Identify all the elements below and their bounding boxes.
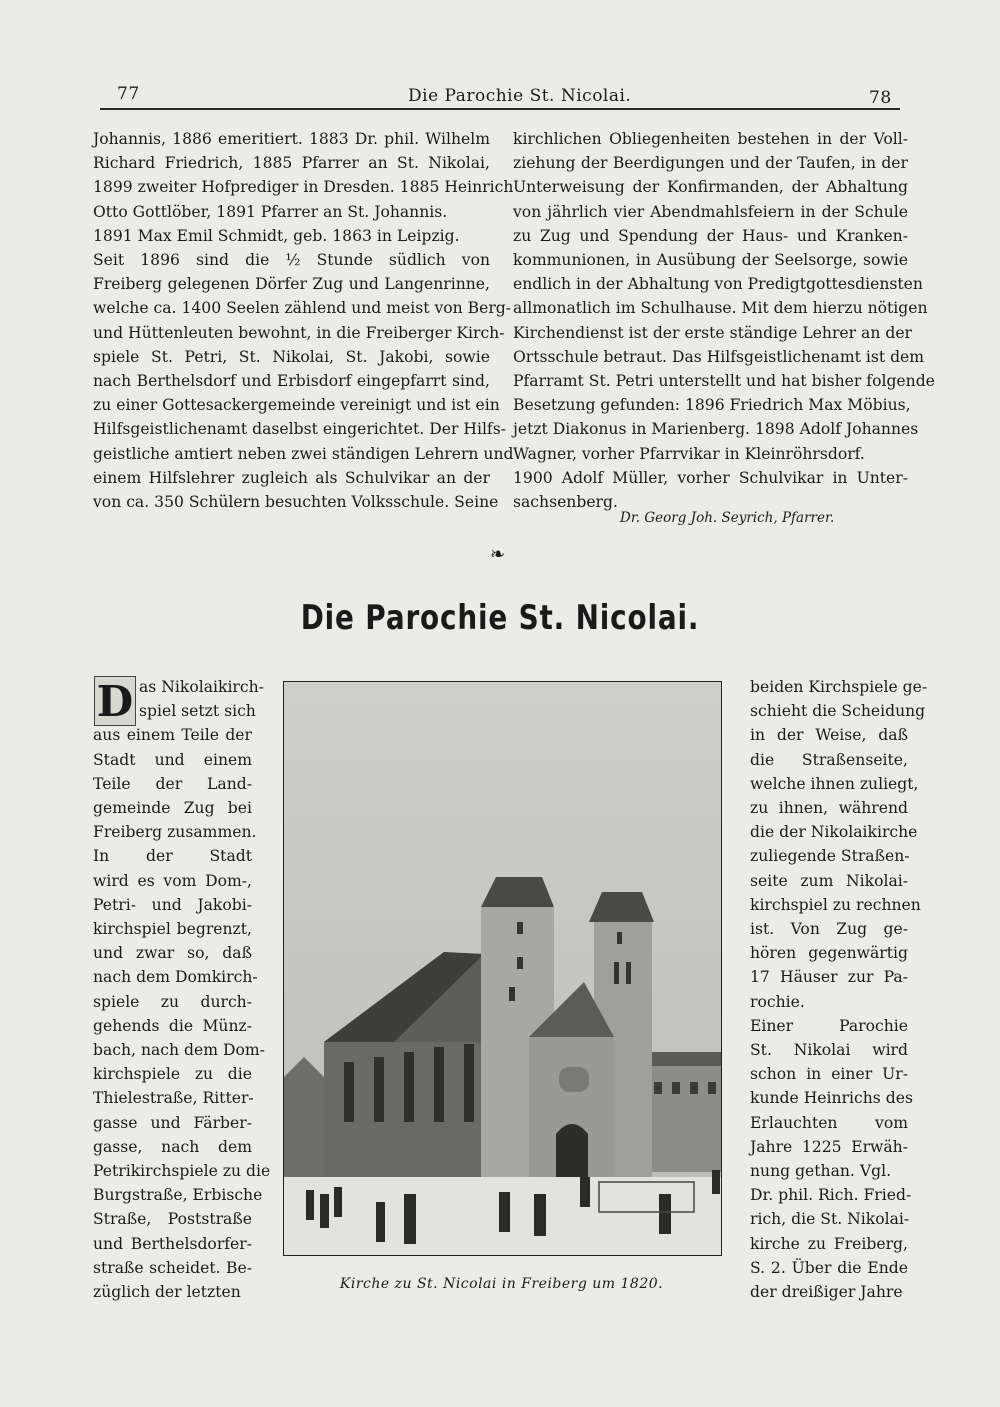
text-line: Pfarramt St. Petri unterstellt und hat bisher folgende xyxy=(513,372,935,391)
text-line: zu Zug und Spendung der Haus- und Kranken- xyxy=(513,226,908,245)
text-line: kirchspiel zu rechnen xyxy=(750,895,921,914)
text-line: bach, nach dem Dom- xyxy=(93,1041,265,1060)
text-line: kirchspiele zu die xyxy=(93,1065,252,1084)
text-line: gemeinde Zug bei xyxy=(93,799,252,818)
text-line: und Hüttenleuten bewohnt, in die Freiberger Kirch- xyxy=(93,323,505,342)
text-line: endlich in der Abhaltung von Predigtgottesdiensten xyxy=(513,275,923,294)
text-line: von ca. 350 Schülern besuchten Volksschule. Seine xyxy=(93,493,499,512)
text-line: und Berthelsdorfer- xyxy=(93,1234,252,1253)
text-line: Johannis, 1886 emeritiert. 1883 Dr. phil. Wilhelm xyxy=(93,130,490,148)
text-line: 17 Häuser zur Pa- xyxy=(750,968,908,987)
text-line: nach Berthelsdorf und Erbisdorf eingepfarrt sind, xyxy=(93,372,490,391)
text-line: St. Nikolai wird xyxy=(750,1041,908,1060)
text-line: 1900 Adolf Müller, vorher Schulvikar in Unter- xyxy=(513,468,908,487)
text-line: S. 2. Über die Ende xyxy=(750,1258,908,1277)
text-line: die der Nikolaikirche xyxy=(750,823,918,842)
section-title: Die Parochie St. Nicolai. xyxy=(300,598,700,638)
text-line: ist. Von Zug ge- xyxy=(750,920,908,939)
text-line: gasse, nach dem xyxy=(93,1137,252,1156)
text-line: in der Weise, daß xyxy=(750,726,908,745)
text-line: und zwar so, daß xyxy=(93,944,252,963)
text-line: die Straßenseite, xyxy=(750,750,908,769)
text-line: sachsenberg. xyxy=(513,493,618,512)
text-line: Unterweisung der Konfirmanden, der Abhaltung xyxy=(513,178,908,197)
text-line: jetzt Diakonus in Marienberg. 1898 Adolf Johannes xyxy=(513,420,919,439)
lower-right-column xyxy=(750,675,928,1304)
lower-left-column xyxy=(93,675,271,1304)
image-caption: Kirche zu St. Nicolai in Freiberg um 1820. xyxy=(339,1276,664,1292)
text-line: kommunionen, in Ausübung der Seelsorge, sowie xyxy=(513,251,908,270)
text-line: schieht die Scheidung xyxy=(750,702,926,721)
drop-cap: D xyxy=(94,676,136,726)
text-line: Teile der Land- xyxy=(93,774,252,793)
text-line: von jährlich vier Abendmahlsfeiern in der Schule xyxy=(513,202,908,221)
text-line: Freiberg gelegenen Dörfer Zug und Langenrinne, xyxy=(93,275,490,294)
text-line: Petri- und Jakobi- xyxy=(93,895,252,914)
text-line: nung gethan. Vgl. xyxy=(750,1162,892,1181)
text-line: züglich der letzten xyxy=(93,1283,241,1302)
header-rule xyxy=(100,108,900,110)
upper-right-column xyxy=(513,127,935,514)
text-line: Freiberg zusammen. xyxy=(93,823,257,842)
text-line: gasse und Färber- xyxy=(93,1113,252,1132)
text-line: Straße, Poststraße xyxy=(93,1210,252,1229)
text-line: Richard Friedrich, 1885 Pfarrer an St. Nikolai, xyxy=(93,154,490,173)
text-line: 1899 zweiter Hofprediger in Dresden. 1885 Heinrich xyxy=(93,178,514,197)
text-line: Jahre 1225 Erwäh- xyxy=(750,1137,908,1156)
text-line: Einer Parochie xyxy=(750,1016,908,1035)
text-line: spiel setzt sich xyxy=(139,702,256,721)
text-line: Petrikirchspiele zu die xyxy=(93,1162,271,1181)
text-line: der dreißiger Jahre xyxy=(750,1283,903,1302)
upper-left-column xyxy=(93,127,514,514)
text-line: spiele St. Petri, St. Nikolai, St. Jakobi, sowie xyxy=(93,347,490,366)
text-line: Otto Gottlöber, 1891 Pfarrer an St. Johannis. xyxy=(93,202,448,221)
text-line: geistliche amtiert neben zwei ständigen Lehrern und xyxy=(93,444,514,463)
text-line: beiden Kirchspiele ge- xyxy=(750,678,928,696)
text-line: Dr. phil. Rich. Fried- xyxy=(750,1186,912,1205)
text-line: Thielestraße, Ritter- xyxy=(93,1089,254,1108)
signature: Dr. Georg Joh. Seyrich, Pfarrer. xyxy=(620,510,835,526)
text-line: welche ihnen zuliegt, xyxy=(750,774,919,793)
text-line: Stadt und einem xyxy=(93,750,252,769)
text-line: einem Hilfslehrer zugleich als Schulvikar an der xyxy=(93,468,490,487)
running-title: Die Parochie St. Nicolai. xyxy=(408,86,632,106)
ornament-icon: ❧ xyxy=(490,544,506,565)
text-line: Seit 1896 sind die ½ Stunde südlich von xyxy=(93,251,490,270)
text-line: as Nikolaikirch- xyxy=(139,678,264,696)
text-line: welche ca. 1400 Seelen zählend und meist von Berg- xyxy=(93,299,512,318)
text-line: kirchspiel begrenzt, xyxy=(93,920,252,939)
text-line: spiele zu durch- xyxy=(93,992,252,1011)
text-line: allmonatlich im Schulhause. Mit dem hierzu nötigen xyxy=(513,299,928,318)
text-line: rich, die St. Nikolai- xyxy=(750,1210,910,1229)
text-line: zuliegende Straßen- xyxy=(750,847,910,866)
text-line: wird es vom Dom-, xyxy=(93,871,252,890)
text-line: 1891 Max Emil Schmidt, geb. 1863 in Leipzig. xyxy=(93,226,460,245)
text-line: Erlauchten vom xyxy=(750,1113,908,1132)
text-line: aus einem Teile der xyxy=(93,726,252,745)
text-line: Besetzung gefunden: 1896 Friedrich Max Möbius, xyxy=(513,396,911,415)
text-line: Kirchendienst ist der erste ständige Lehrer an der xyxy=(513,323,913,342)
church-illustration xyxy=(283,681,722,1256)
text-line: straße scheidet. Be- xyxy=(93,1258,252,1277)
text-line: gehends die Münz- xyxy=(93,1016,252,1035)
text-line: kunde Heinrichs des xyxy=(750,1089,913,1108)
text-line: rochie. xyxy=(750,992,805,1011)
text-line: zu ihnen, während xyxy=(750,799,908,818)
text-line: zu einer Gottesackergemeinde vereinigt und ist ein xyxy=(93,396,500,415)
text-line: kirche zu Freiberg, xyxy=(750,1234,908,1253)
page-number-left: 77 xyxy=(117,84,140,104)
text-line: hören gegenwärtig xyxy=(750,944,908,963)
text-line: In der Stadt xyxy=(93,847,252,866)
text-line: ziehung der Beerdigungen und der Taufen, in der xyxy=(513,154,908,173)
text-line: Ortsschule betraut. Das Hilfsgeistlichenamt ist dem xyxy=(513,347,925,366)
text-line: seite zum Nikolai- xyxy=(750,871,908,890)
text-line: Burgstraße, Erbische xyxy=(93,1186,263,1205)
page-number-right: 78 xyxy=(869,88,892,108)
text-line: Hilfsgeistlichenamt daselbst eingerichtet. Der Hilfs- xyxy=(93,420,506,439)
text-line: schon in einer Ur- xyxy=(750,1065,908,1084)
text-line: kirchlichen Obliegenheiten bestehen in der Voll- xyxy=(513,130,908,148)
text-line: nach dem Domkirch- xyxy=(93,968,258,987)
text-line: Wagner, vorher Pfarrvikar in Kleinröhrsdorf. xyxy=(513,444,865,463)
